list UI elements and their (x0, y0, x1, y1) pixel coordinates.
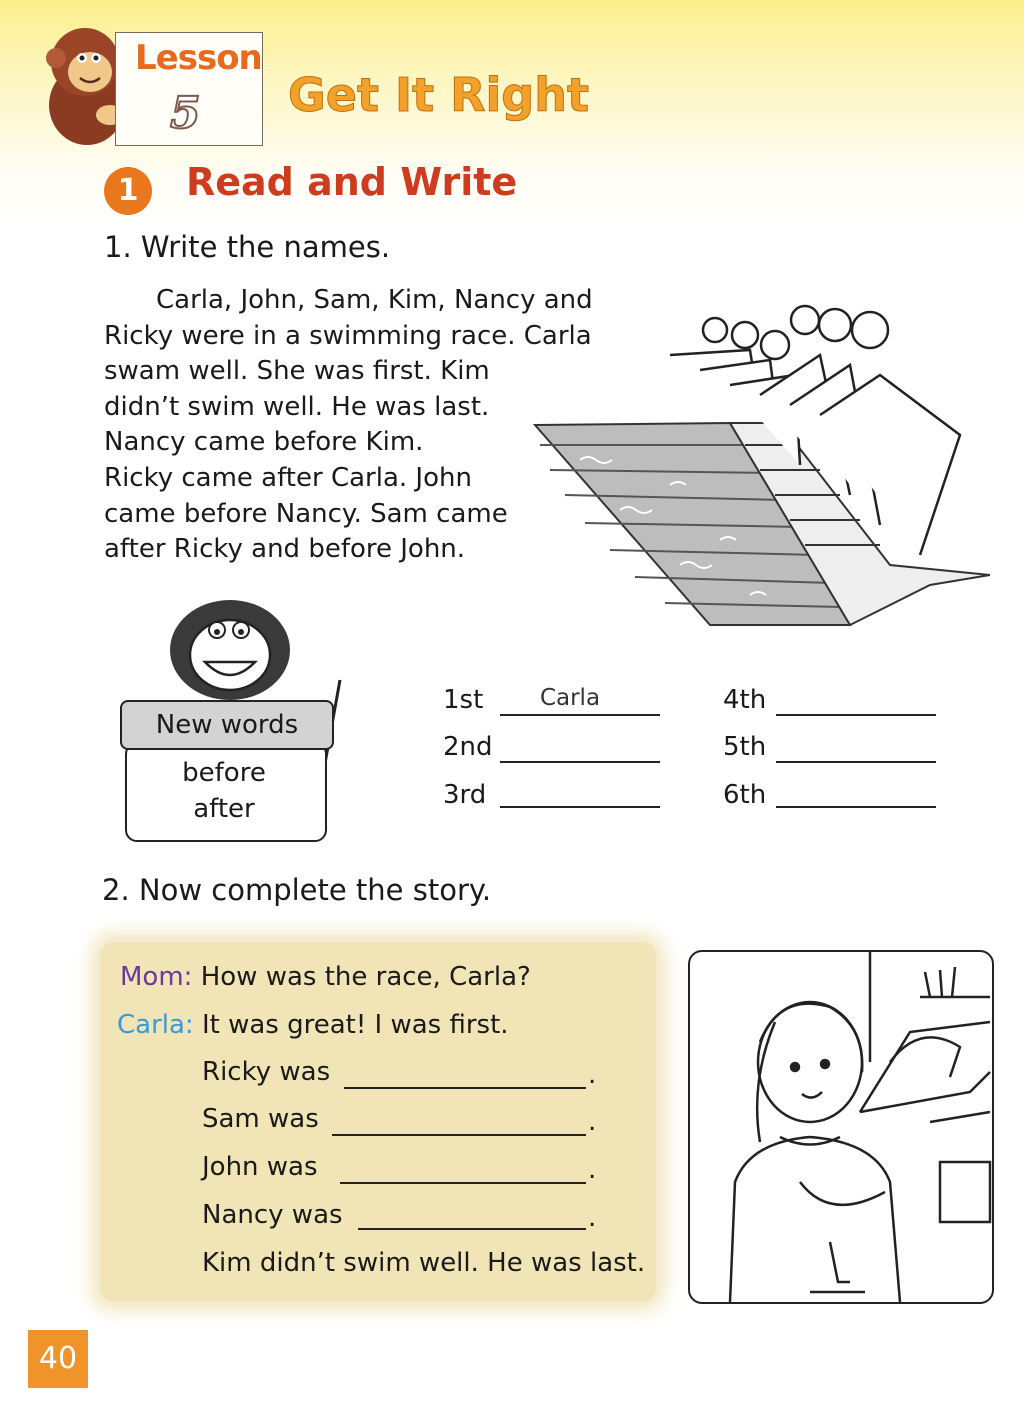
answer-blank-5th[interactable] (776, 761, 936, 763)
rank-label: 5th (723, 732, 767, 762)
story-last-line: Kim didn’t swim well. He was last. (202, 1248, 646, 1278)
passage-line: came before Nancy. Sam came (104, 498, 508, 529)
dialogue-text: It was great! I was first. (201, 1010, 509, 1040)
answer-blank-1st[interactable] (500, 714, 660, 716)
story-blank-prompt: Nancy was (202, 1200, 343, 1230)
answer-blank-4th[interactable] (776, 714, 936, 716)
story-blank-nancy[interactable] (358, 1228, 586, 1230)
girl-with-trophy-picture (688, 950, 994, 1304)
section-title: Read and Write (186, 160, 518, 204)
rank-label: 6th (723, 780, 767, 810)
answer-text: Carla (539, 685, 601, 711)
passage-line: Nancy came before Kim. (104, 427, 424, 458)
new-word: after (193, 794, 255, 824)
dialogue-text: How was the race, Carla? (200, 962, 531, 992)
page-number: 40 (28, 1330, 88, 1388)
passage-line: Carla, John, Sam, Kim, Nancy and (156, 285, 593, 315)
rank-label: 2nd (443, 732, 493, 762)
new-word: before (182, 758, 266, 788)
section-number-badge: 1 (104, 167, 152, 215)
new-words-card (125, 742, 327, 842)
page-title: Get It Right (288, 68, 589, 122)
new-words-heading: New words (120, 700, 334, 750)
girl-with-trophy-icon (690, 952, 992, 1302)
monkey-teacher-icon (165, 590, 295, 700)
answer-blank-6th[interactable] (776, 806, 936, 808)
rank-label: 4th (723, 685, 767, 715)
dialogue-line-mom (120, 962, 531, 992)
passage-line: swam well. She was first. Kim (104, 356, 490, 387)
period: . (588, 1107, 597, 1137)
speaker-carla: Carla: (117, 1010, 194, 1040)
story-blank-ricky[interactable] (344, 1087, 586, 1089)
swimming-race-illustration (520, 295, 990, 630)
lesson-label: Lesson (135, 38, 262, 78)
speaker-mom: Mom: (120, 962, 193, 992)
story-blank-prompt: Sam was (202, 1104, 319, 1134)
question-1-prompt: 1. Write the names. (104, 230, 391, 264)
passage-line: after Ricky and before John. (104, 534, 466, 565)
story-blank-prompt: Ricky was (202, 1057, 331, 1087)
story-blank-sam[interactable] (332, 1134, 586, 1136)
story-blank-john[interactable] (340, 1182, 586, 1184)
lesson-number: 5 (170, 88, 201, 139)
passage-line: didn’t swim well. He was last. (104, 391, 490, 422)
answer-blank-3rd[interactable] (500, 806, 660, 808)
rank-label: 1st (443, 685, 484, 715)
passage-line: Ricky came after Carla. John (104, 462, 472, 493)
period: . (588, 1203, 597, 1233)
period: . (588, 1060, 597, 1090)
story-blank-prompt: John was (202, 1152, 318, 1182)
question-2-prompt: 2. Now complete the story. (102, 873, 492, 907)
rank-label: 3rd (443, 780, 487, 810)
passage-line: Ricky were in a swimming race. Carla (104, 320, 592, 351)
dialogue-line-carla (117, 1010, 509, 1040)
answer-blank-2nd[interactable] (500, 761, 660, 763)
period: . (588, 1155, 597, 1185)
